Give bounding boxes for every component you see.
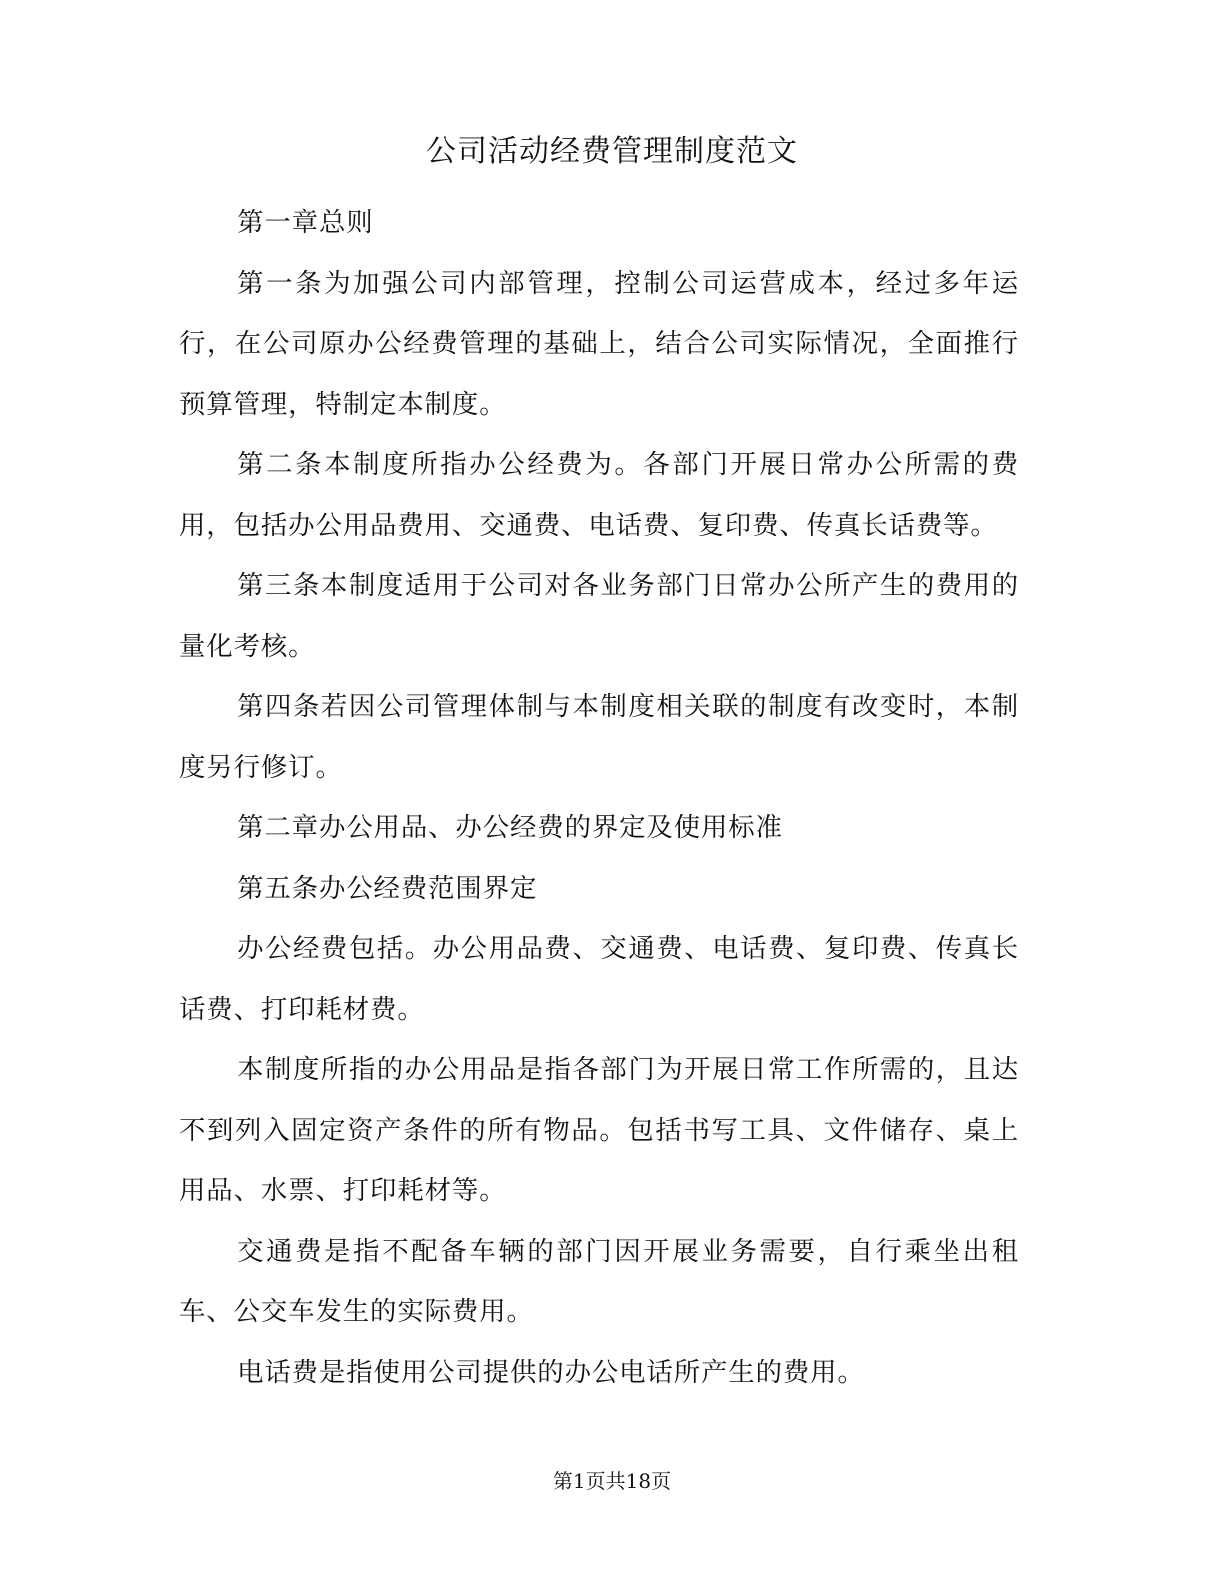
- article-paragraph: 第三条本制度适用于公司对各业务部门日常办公所产生的费用的量化考核。: [179, 570, 1019, 662]
- article-paragraph: 第一条为加强公司内部管理，控制公司运营成本，经过多年运行，在公司原办公经费管理的基础上，结合公司实际情况，全面推行预算管理，特制定本制度。: [179, 267, 1019, 420]
- document-body: [179, 193, 1019, 1403]
- body-paragraph: 电话费是指使用公司提供的办公电话所产生的费用。: [237, 1356, 865, 1388]
- article-paragraph: 第四条若因公司管理体制与本制度相关联的制度有改变时，本制度另行修订。: [179, 691, 1019, 783]
- document-title: 公司活动经费管理制度范文: [426, 134, 798, 169]
- page-footer: [0, 1466, 1224, 1496]
- page-number-indicator: 第1页共18页: [552, 1469, 672, 1493]
- body-paragraph: 办公经费包括。办公用品费、交通费、电话费、复印费、传真长话费、打印耗材费。: [179, 933, 1019, 1025]
- article-paragraph: 第二条本制度所指办公经费为。各部门开展日常办公所需的费用，包括办公用品费用、交通费、电话费、复印费、传真长话费等。: [179, 449, 1019, 541]
- article-paragraph: 第五条办公经费范围界定: [237, 872, 538, 904]
- chapter-heading: 第二章办公用品、办公经费的界定及使用标准: [237, 812, 783, 843]
- body-paragraph: 交通费是指不配备车辆的部门因开展业务需要，自行乘坐出租车、公交车发生的实际费用。: [179, 1235, 1019, 1327]
- body-paragraph: 本制度所指的办公用品是指各部门为开展日常工作所需的，且达不到列入固定资产条件的所有物品。包括书写工具、文件储存、桌上用品、水票、打印耗材等。: [179, 1054, 1019, 1206]
- chapter-heading: 第一章总则: [237, 207, 374, 238]
